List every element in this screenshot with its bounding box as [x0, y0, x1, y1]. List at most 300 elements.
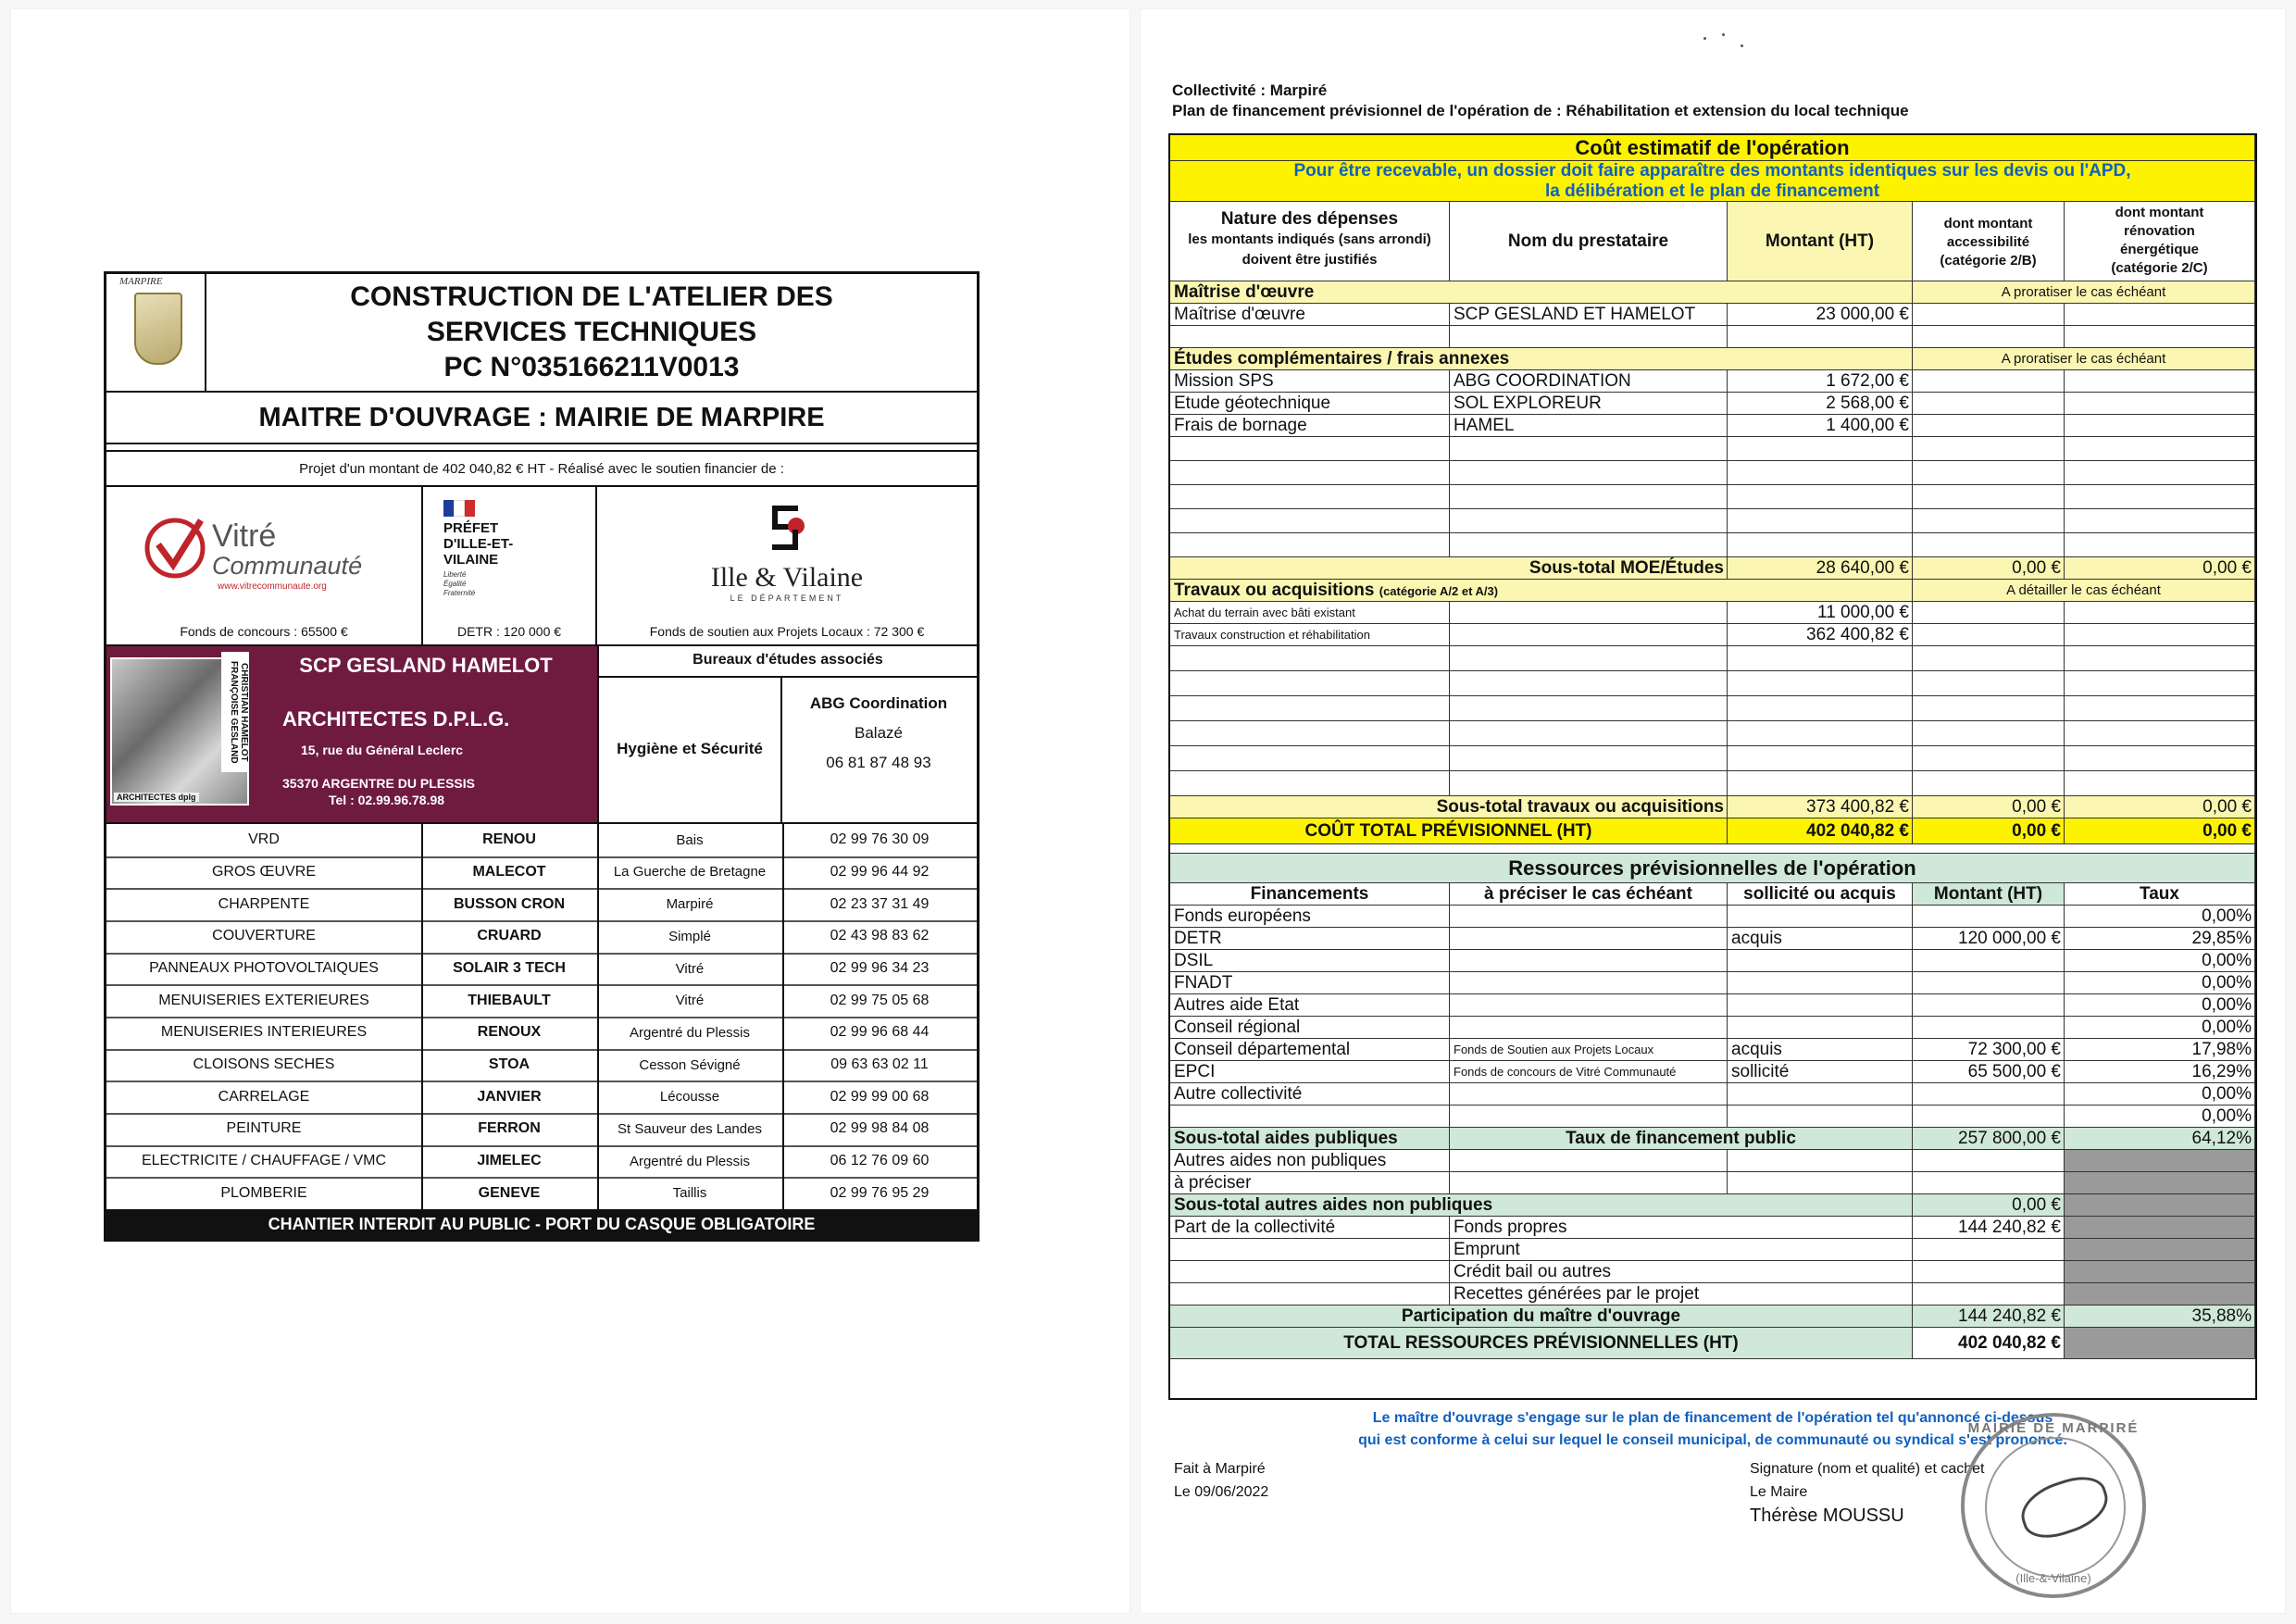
lot-phone: 02 43 98 83 62 [830, 928, 930, 944]
lot-company: THIEBAULT [421, 984, 599, 1017]
lot-company: MALECOT [421, 856, 599, 889]
res-amount-cell [1913, 1017, 2065, 1039]
access1: dont montant [1943, 216, 2033, 231]
lot-row [106, 856, 977, 891]
lot-company: SOLAIR 3 TECH [421, 953, 599, 985]
ille-vilaine-logo [597, 502, 977, 603]
vitre-name2: Communauté [212, 552, 363, 580]
empty-row [1170, 746, 2255, 771]
res-preciser-cell [1450, 928, 1728, 950]
lot-company: GENEVE [421, 1177, 599, 1209]
empty-cell [1728, 1172, 1913, 1194]
empty-row [1170, 771, 2255, 796]
cout-title: Coût estimatif de l'opération [1170, 135, 2255, 161]
marpire-logo [106, 274, 206, 391]
empty-cell [1170, 461, 1450, 485]
res-rate-cell: 16,29% [2065, 1061, 2255, 1083]
empty-cell [1170, 1283, 1450, 1305]
res-row [1170, 972, 2255, 994]
empty-row [1170, 646, 2255, 671]
res-row [1170, 1039, 2255, 1061]
prefet-title: PRÉFET D'ILLE-ET-VILAINE [443, 520, 514, 568]
res-status-cell [1728, 972, 1913, 994]
stamp-bottom-text: (Ille-&-Vilaine) [2015, 1571, 2091, 1585]
photo-label: ARCHITECTES dplg [114, 793, 199, 802]
panel-title [206, 280, 977, 385]
ressources-title: Ressources prévisionnelles de l'opération [1170, 854, 2255, 883]
notice-row [1170, 161, 2255, 202]
motto-1: Liberté [443, 570, 467, 579]
collectivite-label: Collectivité : Marpiré [1172, 81, 1328, 99]
empty-cell [2065, 696, 2255, 721]
proratiser-note: A proratiser le cas échéant [1913, 348, 2255, 370]
res-rate-cell: 0,00% [2065, 1083, 2255, 1106]
empty-cell [1913, 461, 2065, 485]
spacer-row [1170, 844, 2255, 854]
res-status-cell: acquis [1728, 928, 1913, 950]
total-res-label: TOTAL RESSOURCES PRÉVISIONNELLES (HT) [1170, 1328, 1913, 1359]
signature-date: Le 09/06/2022 [1174, 1484, 1269, 1500]
empty-cell [1450, 696, 1728, 721]
res-status-cell [1728, 906, 1913, 928]
empty-row [1170, 671, 2255, 696]
grey-cell [2065, 1328, 2255, 1359]
etudes-section-row [1170, 348, 2255, 370]
maitre-ouvrage: MAITRE D'OUVRAGE : MAIRIE DE MARPIRE [258, 403, 825, 432]
subtotal-travaux-label: Sous-total travaux ou acquisitions [1170, 796, 1728, 818]
res-preciser-cell [1450, 972, 1728, 994]
res-rate-cell: 0,00% [2065, 994, 2255, 1017]
empty-cell [1913, 646, 2065, 671]
prestataire-cell: ABG COORDINATION [1450, 370, 1728, 393]
preciser-row [1170, 1172, 2255, 1194]
notice-line-2: la délibération et le plan de financement [1544, 181, 1880, 201]
res-header-montant: Montant (HT) [1913, 883, 2065, 906]
ille-vilaine-symbol-icon [759, 502, 815, 557]
subtotal-publiques-amount: 257 800,00 € [1913, 1128, 2065, 1150]
res-amount-cell [1913, 906, 2065, 928]
empty-cell [1913, 415, 2065, 437]
res-header-sollicite: sollicité ou acquis [1728, 883, 1913, 906]
lot-row [106, 1017, 977, 1051]
empty-cell [1728, 326, 1913, 348]
lot-city: Taillis [597, 1177, 784, 1209]
res-header-row [1170, 883, 2255, 906]
res-row [1170, 1083, 2255, 1106]
empty-cell [1728, 771, 1913, 796]
empty-cell [1728, 509, 1913, 533]
abg-name: ABG Coordination [809, 694, 948, 712]
lot-row [106, 984, 977, 1018]
architect-tel: Tel : 02.99.96.78.98 [329, 793, 445, 807]
prefet-logo [443, 500, 545, 598]
lot-company: JANVIER [421, 1081, 599, 1113]
mairie-stamp [1961, 1413, 2146, 1598]
amount-cell: 23 000,00 € [1728, 304, 1913, 326]
subtotal-moe-access: 0,00 € [1913, 557, 2065, 580]
motto-3: Fraternité [443, 589, 476, 597]
lot-lot: PLOMBERIE [106, 1177, 423, 1209]
empty-cell [1913, 721, 2065, 746]
energy3: énergétique [2119, 242, 2200, 257]
subtotal-autres-label: Sous-total autres aides non publiques [1170, 1194, 1913, 1217]
nature-cell: Achat du terrain avec bâti existant [1170, 602, 1450, 624]
res-status-cell: sollicité [1728, 1061, 1913, 1083]
empty-cell [1450, 1172, 1728, 1194]
lot-phone: 02 99 76 95 29 [830, 1184, 930, 1201]
part-row [1170, 1239, 2255, 1261]
res-preciser-cell [1450, 950, 1728, 972]
scan-speck [1741, 44, 1743, 47]
subtotal-publiques-label: Sous-total aides publiques [1170, 1128, 1450, 1150]
res-status-cell [1728, 950, 1913, 972]
participation-rate: 35,88% [2065, 1305, 2255, 1328]
lot-phone: 02 99 96 44 92 [830, 863, 930, 880]
res-fin-cell: EPCI [1170, 1061, 1450, 1083]
part-item-label: Fonds propres [1450, 1217, 1913, 1239]
subtotal-moe-amount: 28 640,00 € [1728, 557, 1913, 580]
grey-cell [2065, 1172, 2255, 1194]
logo-text: MARPIRE [119, 276, 163, 287]
empty-row [1170, 721, 2255, 746]
res-row [1170, 1061, 2255, 1083]
empty-cell [1913, 1172, 2065, 1194]
lot-phone: 02 99 75 05 68 [830, 992, 930, 1008]
amount-cell: 1 400,00 € [1728, 415, 1913, 437]
amount-cell: 11 000,00 € [1728, 602, 1913, 624]
empty-cell [2065, 415, 2255, 437]
res-preciser-cell: Fonds de Soutien aux Projets Locaux [1450, 1039, 1728, 1061]
empty-cell [1170, 696, 1450, 721]
empty-cell [1728, 533, 1913, 557]
grey-cell [2065, 1217, 2255, 1239]
lot-lot: CHARPENTE [106, 888, 423, 920]
travaux-label: Travaux ou acquisitions [1174, 581, 1375, 600]
empty-cell [2065, 646, 2255, 671]
title-line-1: CONSTRUCTION DE L'ATELIER DES [350, 281, 833, 312]
empty-cell [1170, 509, 1450, 533]
vitre-caption: Fonds de concours : 65500 € [180, 624, 348, 639]
lot-phone: 02 23 37 31 49 [830, 895, 930, 912]
empty-cell [1450, 602, 1728, 624]
maire-label: Le Maire [1750, 1484, 1808, 1500]
empty-cell [1728, 746, 1913, 771]
res-rate-cell: 0,00% [2065, 1106, 2255, 1128]
crest-icon [134, 293, 182, 365]
travaux-section [1170, 580, 1913, 602]
empty-cell [1170, 746, 1450, 771]
grey-cell [2065, 1283, 2255, 1305]
empty-cell [1913, 533, 2065, 557]
empty-cell [1913, 771, 2065, 796]
empty-cell [1450, 646, 1728, 671]
panel-header [106, 274, 977, 393]
empty-cell [2065, 326, 2255, 348]
subtotal-moe-row [1170, 557, 2255, 580]
header-nature [1170, 202, 1450, 281]
empty-cell [1170, 671, 1450, 696]
part-item-label: Emprunt [1450, 1239, 1913, 1261]
lot-row [106, 824, 977, 858]
subtotal-travaux-energy: 0,00 € [2065, 796, 2255, 818]
res-fin-cell: Autres aide Etat [1170, 994, 1450, 1017]
res-status-cell [1728, 1083, 1913, 1106]
architect-row [106, 646, 977, 824]
res-status-cell: acquis [1728, 1039, 1913, 1061]
title-line-2: SERVICES TECHNIQUES [426, 317, 757, 347]
header-row [1170, 202, 2255, 281]
empty-cell [2065, 370, 2255, 393]
part-item-amount: 144 240,82 € [1913, 1217, 2065, 1239]
lot-company: FERRON [421, 1113, 599, 1145]
access3: (catégorie 2/B) [1940, 253, 2037, 269]
construction-panel [104, 271, 980, 1242]
empty-cell [1728, 461, 1913, 485]
res-fin-cell: DSIL [1170, 950, 1450, 972]
lot-company: RENOU [421, 824, 599, 856]
cout-title-row [1170, 135, 2255, 161]
lot-city: Lécousse [597, 1081, 784, 1113]
moe-section: Maîtrise d'œuvre [1170, 281, 1913, 304]
grey-cell [2065, 1194, 2255, 1217]
empty-cell [1913, 624, 2065, 646]
subtotal-moe-label: Sous-total MOE/Études [1170, 557, 1728, 580]
lot-company: JIMELEC [421, 1145, 599, 1178]
empty-cell [1450, 671, 1728, 696]
res-fin-cell: FNADT [1170, 972, 1450, 994]
lot-lot: PANNEAUX PHOTOVOLTAIQUES [106, 953, 423, 985]
lot-company: BUSSON CRON [421, 888, 599, 920]
lot-lot: ELECTRICITE / CHAUFFAGE / VMC [106, 1145, 423, 1178]
empty-cell [1170, 533, 1450, 557]
empty-cell [2065, 485, 2255, 509]
abg-city: Balazé [855, 724, 903, 742]
lot-row [106, 1145, 977, 1180]
header-accessibility [1913, 202, 2065, 281]
energy1: dont montant [2115, 205, 2204, 220]
detailler-note: A détailler le cas échéant [1913, 580, 2255, 602]
subtotal-publiques-rate: 64,12% [2065, 1128, 2255, 1150]
project-line: Projet d'un montant de 402 040,82 € HT - Réalisé avec le soutien financier de : [299, 461, 784, 477]
res-fin-cell: Conseil régional [1170, 1017, 1450, 1039]
empty-cell [1913, 696, 2065, 721]
lot-phone: 09 63 63 02 11 [830, 1056, 929, 1073]
travaux-row [1170, 602, 2255, 624]
motto-2: Égalité [443, 580, 467, 588]
empty-cell [1170, 326, 1450, 348]
plan-title: Plan de financement prévisionnel de l'opération de : Réhabilitation et extension du local technique [1172, 102, 1909, 119]
subtotal-autres-amount: 0,00 € [1913, 1194, 2065, 1217]
part-row [1170, 1283, 2255, 1305]
abg-block [780, 676, 977, 822]
prefet-funder [423, 487, 597, 644]
grey-cell [2065, 1239, 2255, 1261]
lot-phone: 02 99 98 84 08 [830, 1120, 930, 1137]
empty-cell [1913, 509, 2065, 533]
total-res-row [1170, 1328, 2255, 1359]
total-res-amount: 402 040,82 € [1913, 1328, 2065, 1359]
signature-label: Signature (nom et qualité) et cachet [1750, 1461, 1985, 1477]
part-label: Part de la collectivité [1170, 1217, 1450, 1239]
nature-cell: Etude géotechnique [1170, 393, 1450, 415]
part-item-label: Crédit bail ou autres [1450, 1261, 1913, 1283]
prestataire-cell: SCP GESLAND ET HAMELOT [1450, 304, 1728, 326]
empty-cell [2065, 602, 2255, 624]
lot-city: Bais [597, 824, 784, 856]
empty-cell [1728, 646, 1913, 671]
empty-cell [1450, 624, 1728, 646]
proratiser-note: A proratiser le cas échéant [1913, 281, 2255, 304]
lots-table [106, 824, 977, 1209]
vitre-url: www.vitrecommunaute.org [218, 581, 327, 591]
architect-title: ARCHITECTES D.P.L.G. [282, 707, 510, 731]
total-access: 0,00 € [1913, 818, 2065, 844]
res-preciser-cell [1450, 1106, 1728, 1128]
res-preciser-cell: Fonds de concours de Vitré Communauté [1450, 1061, 1728, 1083]
lot-city: Marpiré [597, 888, 784, 920]
empty-cell [2065, 533, 2255, 557]
moe-row [1170, 304, 2255, 326]
notice-line-1: Pour être recevable, un dossier doit faire apparaître des montants identiques sur les devis ou l'APD, [1293, 161, 2131, 181]
header-nature-label: Nature des dépenses [1220, 209, 1399, 229]
lot-phone: 02 99 96 68 44 [830, 1024, 930, 1041]
lot-city: Argentré du Plessis [597, 1017, 784, 1049]
lot-city: La Guerche de Bretagne [597, 856, 784, 889]
architect-name: SCP GESLAND HAMELOT [299, 654, 553, 677]
scan-speck [1703, 37, 1706, 40]
res-status-cell [1728, 1017, 1913, 1039]
empty-cell [2065, 746, 2255, 771]
empty-cell [1450, 437, 1728, 461]
empty-cell [1913, 602, 2065, 624]
lot-lot: GROS ŒUVRE [106, 856, 423, 889]
fait-a: Fait à Marpiré [1174, 1461, 1266, 1477]
empty-cell [1728, 696, 1913, 721]
empty-cell [1913, 746, 2065, 771]
empty-cell [1170, 721, 1450, 746]
lot-row [106, 1049, 977, 1083]
lot-lot: CARRELAGE [106, 1081, 423, 1113]
res-fin-cell: DETR [1170, 928, 1450, 950]
taux-public-label: Taux de financement public [1450, 1128, 1913, 1150]
engagement-line-2: qui est conforme à celui sur lequel le conseil municipal, de communauté ou syndical s'est prononcé. [1358, 1432, 2067, 1448]
res-amount-cell: 120 000,00 € [1913, 928, 2065, 950]
vitre-name1: Vitré [212, 518, 277, 554]
res-amount-cell: 65 500,00 € [1913, 1061, 2065, 1083]
empty-cell [1728, 485, 1913, 509]
hygiene-label: Hygiène et Sécurité [599, 676, 782, 822]
empty-cell [2065, 509, 2255, 533]
lot-lot: VRD [106, 824, 423, 856]
nature-cell: Frais de bornage [1170, 415, 1450, 437]
part-item-label: Recettes générées par le projet [1450, 1283, 1913, 1305]
res-rate-cell: 0,00% [2065, 906, 2255, 928]
empty-row [1170, 509, 2255, 533]
res-rate-cell: 0,00% [2065, 1017, 2255, 1039]
empty-cell [2065, 393, 2255, 415]
empty-row [1170, 326, 2255, 348]
empty-cell [1913, 304, 2065, 326]
ille-vilaine-caption: Fonds de soutien aux Projets Locaux : 72 300 € [649, 624, 925, 639]
etudes-row [1170, 393, 2255, 415]
architect-box [106, 646, 597, 822]
participation-row [1170, 1305, 2255, 1328]
empty-cell [1728, 437, 1913, 461]
nature-cell: Maîtrise d'œuvre [1170, 304, 1450, 326]
empty-row [1170, 437, 2255, 461]
empty-cell [2065, 671, 2255, 696]
bureaux-title: Bureaux d'études associés [599, 646, 977, 678]
lot-city: Simplé [597, 920, 784, 953]
chantier-warning: CHANTIER INTERDIT AU PUBLIC - PORT DU CASQUE OBLIGATOIRE [106, 1209, 977, 1239]
ressources-title-row [1170, 854, 2255, 883]
empty-row [1170, 485, 2255, 509]
subtotal-travaux-amount: 373 400,82 € [1728, 796, 1913, 818]
architect-vertical-names: CHRISTIAN HAMELOT FRANÇOISE GESLAND [221, 652, 249, 772]
empty-cell [1450, 746, 1728, 771]
grey-cell [2065, 1261, 2255, 1283]
empty-cell [1450, 509, 1728, 533]
lot-city: Cesson Sévigné [597, 1049, 784, 1081]
header-nature-sub2: doivent être justifiés [1242, 252, 1378, 268]
empty-cell [1450, 485, 1728, 509]
etudes-row [1170, 415, 2255, 437]
res-amount-cell [1913, 972, 2065, 994]
bureaux-etudes [597, 646, 977, 822]
ille-vilaine-funder [597, 487, 977, 644]
res-rate-cell: 29,85% [2065, 928, 2255, 950]
header-nature-sub1: les montants indiqués (sans arrondi) [1188, 231, 1431, 247]
empty-cell [2065, 771, 2255, 796]
res-fin-cell: Conseil départemental [1170, 1039, 1450, 1061]
res-status-cell [1728, 1106, 1913, 1128]
autres-row [1170, 1150, 2255, 1172]
lot-lot: MENUISERIES INTERIEURES [106, 1017, 423, 1049]
total-label: COÛT TOTAL PRÉVISIONNEL (HT) [1170, 818, 1728, 844]
subtotal-travaux-access: 0,00 € [1913, 796, 2065, 818]
architect-address1: 15, rue du Général Leclerc [301, 743, 464, 757]
lot-phone: 02 99 99 00 68 [830, 1088, 930, 1105]
prestataire-cell: HAMEL [1450, 415, 1728, 437]
res-rate-cell: 17,98% [2065, 1039, 2255, 1061]
empty-cell [2065, 304, 2255, 326]
lot-row [106, 920, 977, 955]
res-row [1170, 950, 2255, 972]
preciser-label: à préciser [1170, 1172, 1450, 1194]
res-rate-cell: 0,00% [2065, 950, 2255, 972]
res-rate-cell: 0,00% [2065, 972, 2255, 994]
lot-row [106, 1177, 977, 1211]
subtotal-publiques-row [1170, 1128, 2255, 1150]
header-prestataire: Nom du prestataire [1450, 202, 1728, 281]
access2: accessibilité [1946, 234, 2030, 250]
res-row [1170, 1017, 2255, 1039]
grey-cell [2065, 1150, 2255, 1172]
participation-amount: 144 240,82 € [1913, 1305, 2065, 1328]
empty-cell [1913, 671, 2065, 696]
res-header-preciser: à préciser le cas échéant [1450, 883, 1728, 906]
lot-company: STOA [421, 1049, 599, 1081]
empty-cell [1913, 370, 2065, 393]
nature-cell: Mission SPS [1170, 370, 1450, 393]
res-amount-cell [1913, 950, 2065, 972]
amount-cell: 1 672,00 € [1728, 370, 1913, 393]
empty-cell [1450, 461, 1728, 485]
empty-cell [1913, 326, 2065, 348]
res-row [1170, 928, 2255, 950]
empty-cell [1170, 646, 1450, 671]
prestataire-cell: SOL EXPLOREUR [1450, 393, 1728, 415]
